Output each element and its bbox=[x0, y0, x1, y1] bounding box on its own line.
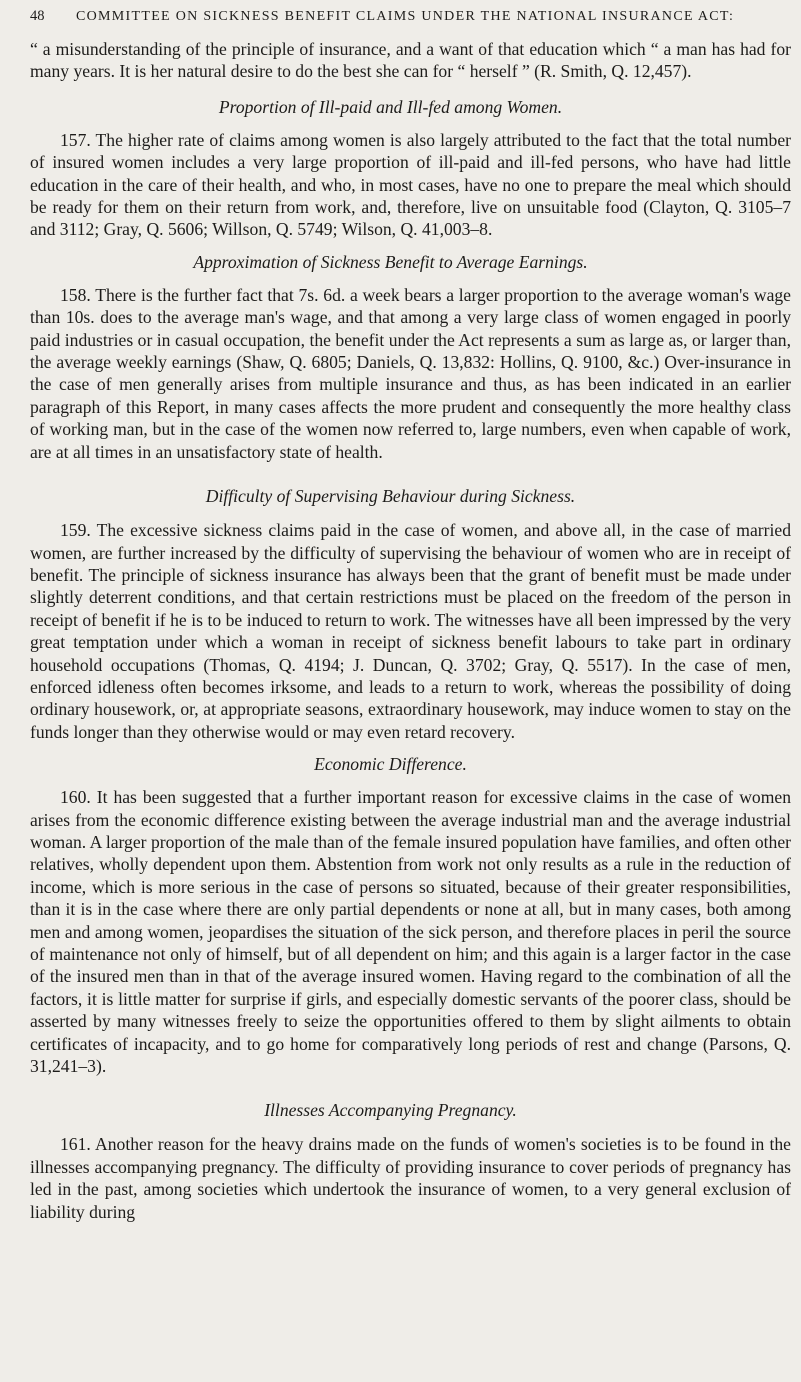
running-header bbox=[30, 8, 791, 30]
intro-paragraph: “ a misunderstanding of the principle of insurance, and a want of that education which “ a man has had for many years. It is her natural desire to do the best she can for “ herself ” (R. Smith, Q. 12,457). bbox=[30, 39, 791, 82]
paragraph-157: 157. The higher rate of claims among women is also largely attributed to the fact that the total number of insured women includes a very large proportion of ill-paid and ill-fed persons, who have had little education in the care of their health, and who, in most cases, have no one to prepare the meal which should be ready for them on their return from work, and, therefore, live on unsuitable food (Clayton, Q. 3105–7 and 3112; Gray, Q. 5606; Willson, Q. 5749; Wilson, Q. 41,003–8. bbox=[30, 129, 791, 240]
paragraph-160: 160. It has been suggested that a further important reason for excessive claims in the case of women arises from the economic difference existing between the average industrial man and the average industrial woman. A larger proportion of the male than of the female insured population have families, and often other relatives, wholly dependent upon them. Abstention from work not only results as a rule in the reduction of income, which is more serious in the case of persons so situated, because of their greater responsibilities, than it is in the case where there are only partial dependents or none at all, but in many cases, both among men and among women, jeopardises the situation of the sick person, and therefore places in peril the source of maintenance not only of himself, but of all dependent on him; and this again is a larger factor in the case of the insured men than in that of the average insured women. Having regard to the combination of all the factors, it is little matter for surprise if girls, and especially domestic servants of the poorer class, should be asserted by many witnesses freely to seize the opportunities offered to them by slight ailments to obtain certificates of incapacity, and to go home for comparatively long periods of rest and change (Parsons, Q. 31,241–3). bbox=[30, 787, 791, 1077]
paragraph-158: 158. There is the further fact that 7s. 6d. a week bears a larger proportion to the average woman's wage than 10s. does to the average man's wage, and that among a very large class of women engaged in poorly paid industries or in casual occupation, the benefit under the Act represents a sum as large as, or larger than, the average weekly earnings (Shaw, Q. 6805; Daniels, Q. 13,832: Hollins, Q. 9100, &c.) Over-insurance in the case of men generally arises from multiple insurance and thus, as has been indicated in an earlier paragraph of this Report, in many cases affects the more prudent and consequently the more healthy class of working man, but in the case of the women now referred to, large numbers, even when capable of work, are at all times in an unsatisfactory state of health. bbox=[30, 284, 791, 462]
section-heading-approximation: Approximation of Sickness Benefit to Average Earnings. bbox=[193, 251, 588, 272]
section-heading-supervising: Difficulty of Supervising Behaviour during Sickness. bbox=[205, 486, 576, 507]
section-heading-pregnancy: Illnesses Accompanying Pregnancy. bbox=[264, 1100, 517, 1121]
running-header-title: COMMITTEE ON SICKNESS BENEFIT CLAIMS UNDER THE NATIONAL INSURANCE ACT: bbox=[76, 9, 735, 24]
page-number: 48 bbox=[30, 8, 45, 24]
paragraph-161: 161. Another reason for the heavy drains made on the funds of women's societies is to be found in the illnesses accompanying pregnancy. The difficulty of providing insurance to cover periods of pregnancy has led in the past, among societies which undertook the insurance of women, to a very general exclusion of liability during bbox=[30, 1134, 791, 1222]
section-heading-ill-paid: Proportion of Ill-paid and Ill-fed among Women. bbox=[218, 96, 563, 117]
section-heading-economic: Economic Difference. bbox=[314, 754, 467, 775]
paragraph-159: 159. The excessive sickness claims paid in the case of women, and above all, in the case of married women, are further increased by the difficulty of supervising the behaviour of women who are in receipt of benefit. The principle of sickness insurance has always been that the grant of benefit must be made under slightly deterrent conditions, and that certain restrictions must be placed on the freedom of the person in receipt of benefit if he is to be induced to return to work. The witnesses have all been impressed by the very great temptation under which a woman in receipt of sickness benefit labours to take part in ordinary household occupations (Thomas, Q. 4194; J. Duncan, Q. 3702; Gray, Q. 5517). In the case of men, enforced idleness often becomes irksome, and leads to a return to work, whereas the possibility of doing ordinary housework, or, at appropriate seasons, extraordinary housework, may induce women to stay on the funds longer than they otherwise would or may even retard recovery. bbox=[30, 520, 791, 742]
